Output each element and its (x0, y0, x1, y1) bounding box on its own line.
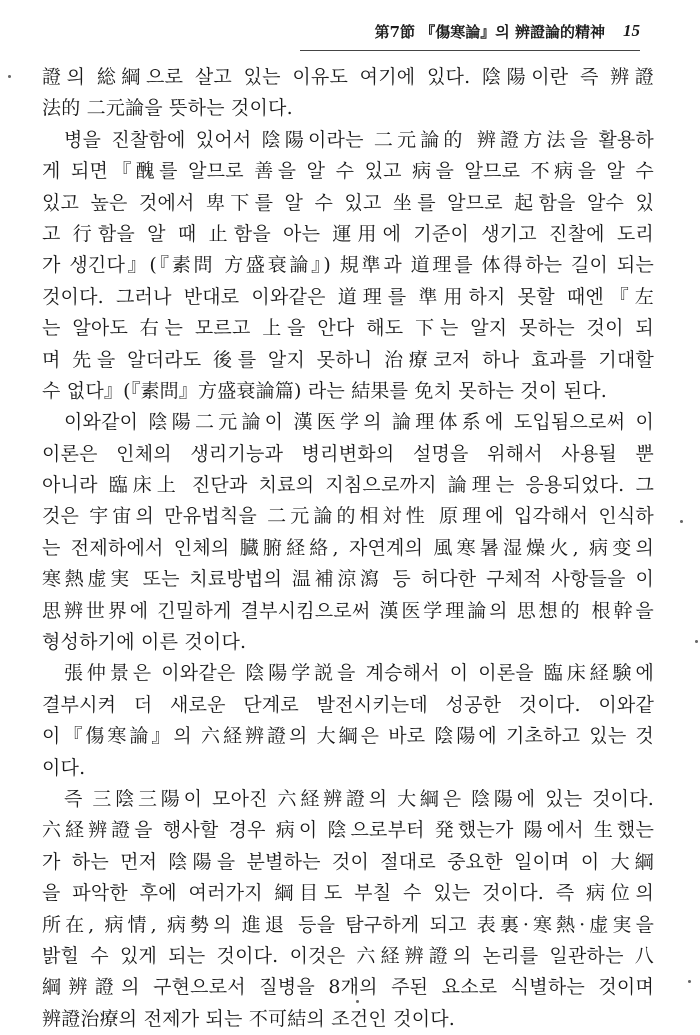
paragraph (42, 407, 654, 658)
text-line: 證의 総綱으로 살고 있는 이유도 여기에 있다. 陰陽이란 즉 辨證 (42, 66, 654, 88)
text-line: 즉 三陰三陽이 모아진 六経辨證의 大綱은 陰陽에 있는 것이다. (64, 787, 654, 810)
text-line: 이다. (42, 756, 86, 779)
text-line: 병을 진찰함에 있어서 陰陽이라는 二元論的 辨證方法을 활용하 (64, 128, 654, 151)
text-line: 것이다. 그러나 반대로 이와같은 道理를 準用하지 못할 때엔『左 (42, 285, 654, 308)
text-line: 형성하기에 이른 것이다. (42, 631, 247, 654)
text-line: 수 없다』(『素問』方盛衰論篇) 라는 結果를 免치 못하는 것이 된다. (42, 379, 607, 402)
text-line: 아니라 臨床上 진단과 치료의 지침으로까지 論理는 응용되었다. 그 (42, 474, 654, 497)
page-number: 15 (623, 21, 640, 40)
scan-speck (695, 640, 698, 643)
text-line: 있고 높은 것에서 卑下를 알 수 있고 坐를 알므로 起함을 알수 있 (42, 191, 654, 214)
text-line: 思辨世界에 긴밀하게 결부시킴으로써 漢医学理論의 思想的 根幹을 (42, 599, 654, 622)
running-head-title: 第7節 『傷寒論』의 辨證論的精神 (374, 22, 605, 41)
text-line: 가 하는 먼저 陰陽을 분별하는 것이 절대로 중요한 일이며 이 大綱 (42, 850, 654, 873)
text-line: 이『傷寒論』의 六経辨證의 大綱은 바로 陰陽에 기초하고 있는 것 (42, 725, 654, 748)
text-line: 게 되면『醜를 알므로 善을 알 수 있고 病을 알므로 不病을 알 수 (42, 160, 654, 183)
text-line: 六経辨證을 행사할 경우 病이 陰으로부터 発했는가 陽에서 生했는 (42, 819, 654, 842)
text-line: 法的 二元論을 뜻하는 것이다. (42, 97, 293, 120)
text-line: 가 생긴다』(『素問 方盛衰論』) 規準과 道理를 体得하는 길이 되는 (42, 254, 654, 277)
scan-speck (680, 520, 683, 523)
scan-speck (688, 980, 691, 983)
header-rule (300, 50, 640, 51)
text-line: 는 전제하에서 인체의 臓腑経絡, 자연계의 風寒暑湿燥火, 病变의 (42, 536, 654, 559)
text-line: 밝힐 수 있게 되는 것이다. 이것은 六経辨證의 논리를 일관하는 八 (42, 944, 654, 967)
text-line: 所在, 病情, 病勢의 進退 등을 탐구하게 되고 表裏·寒熱·虚実을 (42, 913, 654, 936)
paragraph (42, 784, 654, 1035)
paragraph (42, 62, 654, 125)
text-line: 는 알아도 右는 모르고 上을 안다 해도 下는 알지 못하는 것이 되 (42, 317, 654, 340)
text-line: 辨證治療의 전제가 되는 不可結의 조건인 것이다. (42, 1007, 456, 1030)
text-line: 결부시켜 더 새로운 단계로 발전시키는데 성공한 것이다. 이와같 (42, 693, 654, 716)
paragraph (42, 125, 654, 408)
body-text (42, 62, 654, 1035)
scan-speck (356, 1000, 359, 1003)
paragraph (42, 658, 654, 784)
text-line: 寒熱虚実 또는 치료방법의 温補涼瀉 등 허다한 구체적 사항들을 이 (42, 568, 654, 591)
text-line: 며 先을 알더라도 後를 알지 못하니 治療코저 하나 효과를 기대할 (42, 348, 654, 371)
text-line: 綱辨證의 구현으로서 질병을 8개의 주된 요소로 식별하는 것이며 (42, 976, 654, 999)
scan-speck (8, 75, 11, 78)
text-line: 이론은 인체의 생리기능과 병리변화의 설명을 위해서 사용될 뿐 (42, 442, 654, 465)
text-line: 것은 宇宙의 만유법칙을 二元論的相対性 原理에 입각해서 인식하 (42, 505, 654, 528)
text-line: 이와같이 陰陽二元論이 漢医学의 論理体系에 도입됨으로써 이 (64, 411, 654, 434)
text-line: 을 파악한 후에 여러가지 綱目도 부칠 수 있는 것이다. 즉 病位의 (42, 882, 654, 905)
text-line: 張仲景은 이와같은 陰陽学説을 계승해서 이 이론을 臨床経験에 (64, 662, 654, 685)
running-head (300, 16, 640, 46)
text-line: 고 行함을 알 때 止함을 아는 運用에 기준이 생기고 진찰에 도리 (42, 222, 654, 245)
